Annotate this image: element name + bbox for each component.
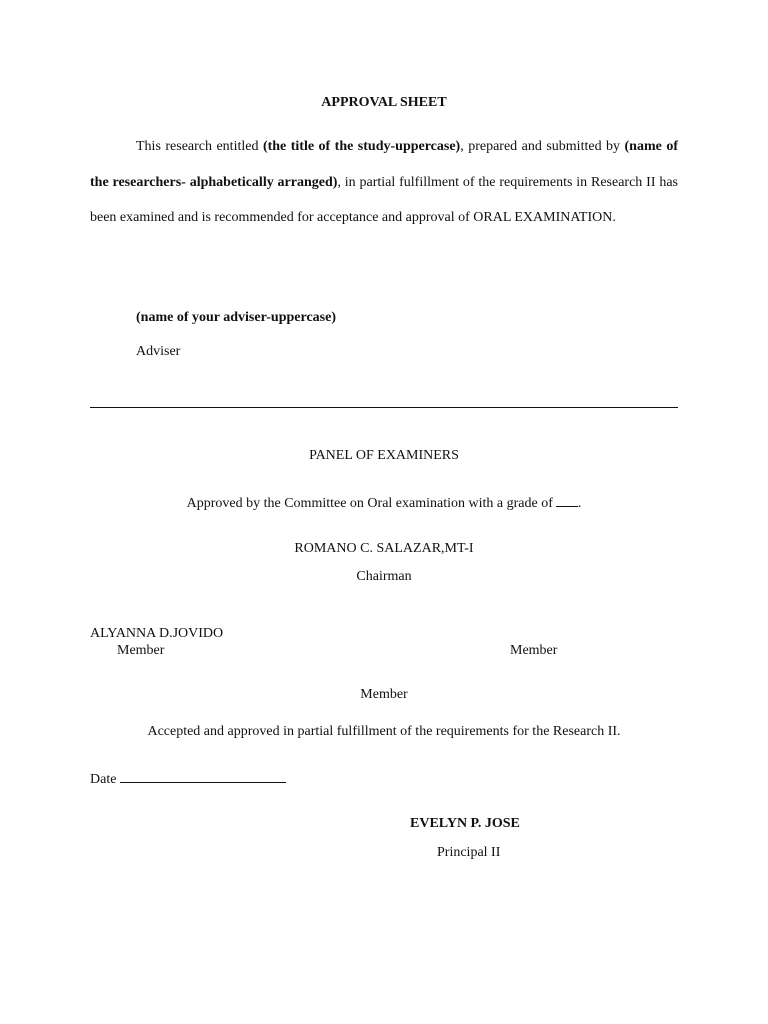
adviser-role: Adviser (136, 344, 181, 359)
member1-role: Member (117, 643, 165, 658)
document-title: APPROVAL SHEET (321, 95, 447, 110)
principal-role: Principal II (437, 845, 501, 860)
member2-role: Member (510, 643, 558, 658)
intro-paragraph (90, 129, 678, 236)
grade-blank (556, 495, 578, 507)
approval-statement-text: Approved by the Committee on Oral examination with a grade of (186, 496, 553, 511)
chairman-role: Chairman (356, 569, 412, 584)
principal-name: EVELYN P. JOSE (410, 816, 520, 831)
intro-text-1: This research entitled (136, 139, 263, 154)
adviser-name: (name of your adviser-uppercase) (136, 310, 336, 325)
date-line (120, 769, 286, 783)
chairman-name: ROMANO C. SALAZAR,MT-I (294, 541, 474, 556)
researchers-placeholder: (name of the researchers- alphabetically arranged) (90, 139, 678, 190)
intro-text-2: , prepared and submitted by (460, 139, 625, 154)
member1-name: ALYANNA D.JOVIDO (90, 626, 224, 641)
date-field (90, 769, 286, 788)
member3-role: Member (360, 687, 408, 702)
study-title-placeholder: (the title of the study-uppercase) (262, 139, 461, 154)
approval-statement-end: . (577, 496, 582, 511)
acceptance-statement: Accepted and approved in partial fulfillment of the requirements for the Research II. (147, 724, 621, 739)
approval-statement (0, 495, 768, 512)
date-label: Date (90, 772, 117, 787)
section-divider (90, 407, 678, 408)
panel-heading: PANEL OF EXAMINERS (309, 448, 459, 463)
intro-text-3: , in partial fulfillment of the requirements in Research II has been examined and is recommended for acceptance and approval of ORAL EXAMINATION. (90, 174, 678, 225)
